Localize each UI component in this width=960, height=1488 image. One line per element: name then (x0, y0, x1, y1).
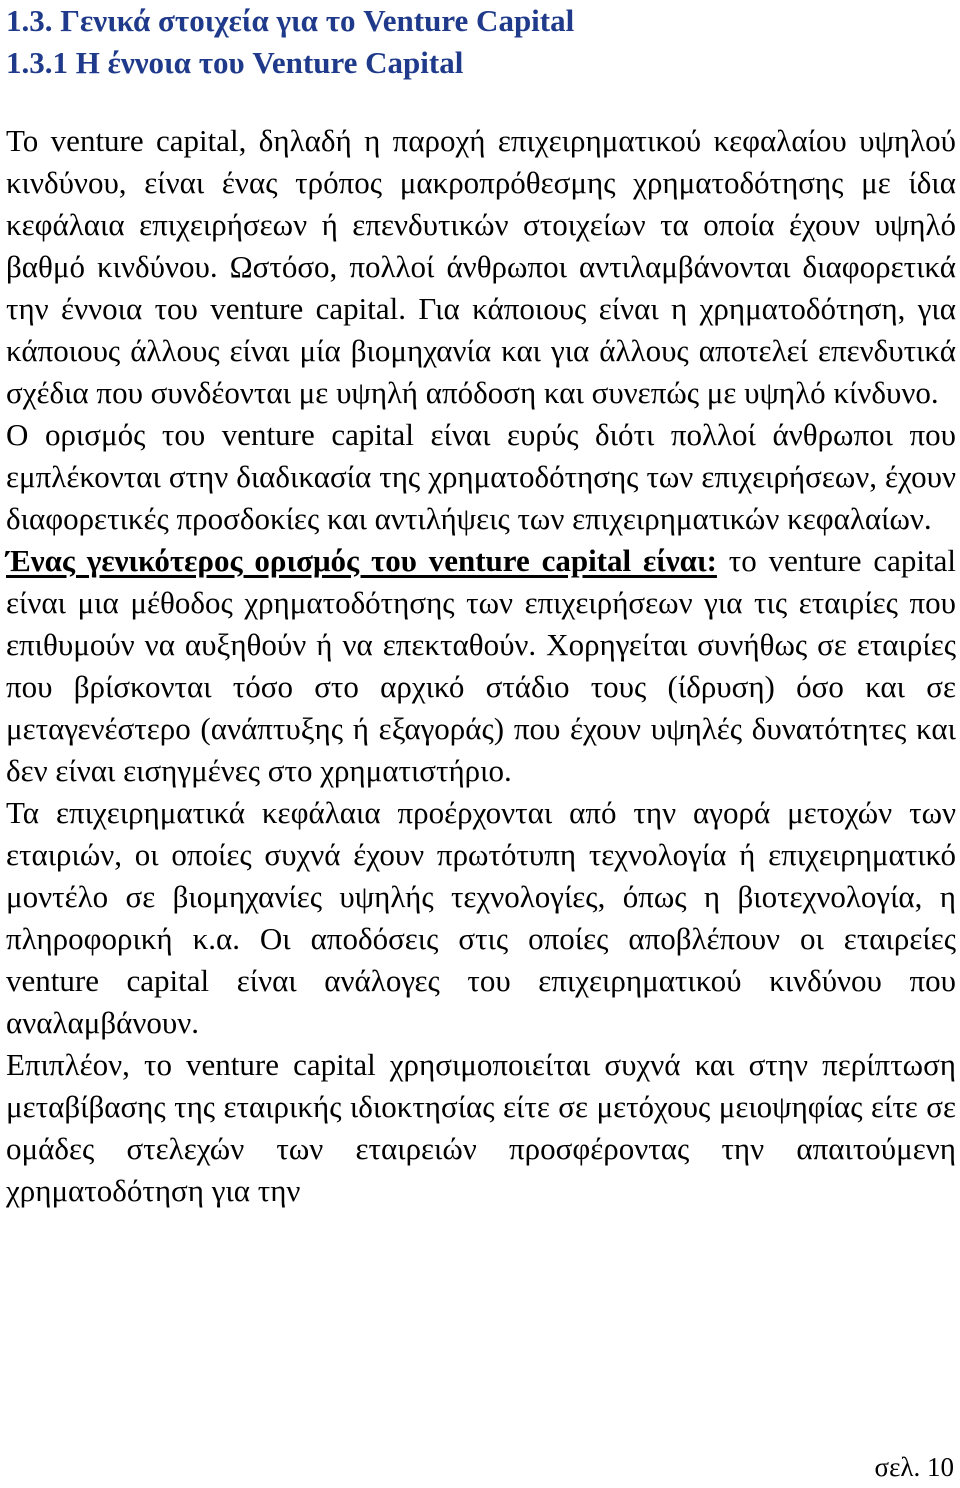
paragraph-broad-definition: Ο ορισμός του venture capital είναι ευρύς διότι πολλοί άνθρωποι που εμπλέκονται στην διαδικασία της χρηματοδότησης των επιχειρήσεων, έχουν διαφορετικές προσδοκίες και αντιλήψεις των επιχειρηματικών κεφαλαίων. (6, 417, 956, 536)
general-definition-lead: Ένας γενικότερος ορισμός του venture capital είναι: (6, 543, 717, 578)
general-definition-text: το venture capital είναι μια μέθοδος χρηματοδότησης των επιχειρήσεων για τις εταιρίες που επιθυμούν να αυξηθούν ή να επεκταθούν. Χορηγείται συνήθως σε εταιρίες που βρίσκονται τόσο στο αρχικό στάδιο τους (ίδρυση) όσο και σε μεταγενέστερο (ανάπτυξης ή εξαγοράς) που έχουν υψηλές δυνατότητες και δεν είναι εισηγμένες στο χρηματιστήριο. (6, 543, 956, 788)
paragraph-ownership-transfer: Επιπλέον, το venture capital χρησιμοποιείται συχνά και στην περίπτωση μεταβίβασης της εταιρικής ιδιοκτησίας είτε σε μετόχους μειοψηφίας είτε σε ομάδες στελεχών των εταιρειών προσφέροντας την απαιτούμενη χρηματοδότηση για την (6, 1047, 956, 1208)
paragraph-capital-sources: Τα επιχειρηματικά κεφάλαια προέρχονται από την αγορά μετοχών των εταιριών, οι οποίες συχνά έχουν πρωτότυπη τεχνολογία ή επιχειρηματικό μοντέλο σε βιομηχανίες υψηλής τεχνολογίες, όπως η βιοτεχνολογία, η πληροφορική κ.α. Οι αποδόσεις στις οποίες αποβλέπουν οι εταιρείες venture capital είναι ανάλογες του επιχειρηματικού κινδύνου που αναλαμβάνουν. (6, 795, 956, 1040)
paragraph-general-definition (6, 540, 956, 792)
paragraph-definition: Το venture capital, δηλαδή η παροχή επιχειρηματικού κεφαλαίου υψηλού κινδύνου, είναι ένας τρόπος μακροπρόθεσμης χρηματοδότησης με ίδια κεφάλαια επιχειρήσεων ή επενδυτικών στοιχείων τα οποία έχουν υψηλό βαθμό κινδύνου. Ωστόσο, πολλοί άνθρωποι αντιλαμβάνονται διαφορετικά την έννοια του venture capital. Για κάποιους είναι η χρηματοδότηση, για κάποιους άλλους είναι μία βιομηχανία και για άλλους αποτελεί επενδυτικά σχέδια που συνδέονται με υψηλή απόδοση και συνεπώς με υψηλό κίνδυνο. (6, 123, 956, 410)
document-page (6, 0, 956, 1212)
page-number: σελ. 10 (874, 1452, 954, 1482)
section-heading: 1.3. Γενικά στοιχεία για το Venture Capital (6, 3, 575, 38)
subsection-heading: 1.3.1 Η έννοια του Venture Capital (6, 45, 464, 80)
